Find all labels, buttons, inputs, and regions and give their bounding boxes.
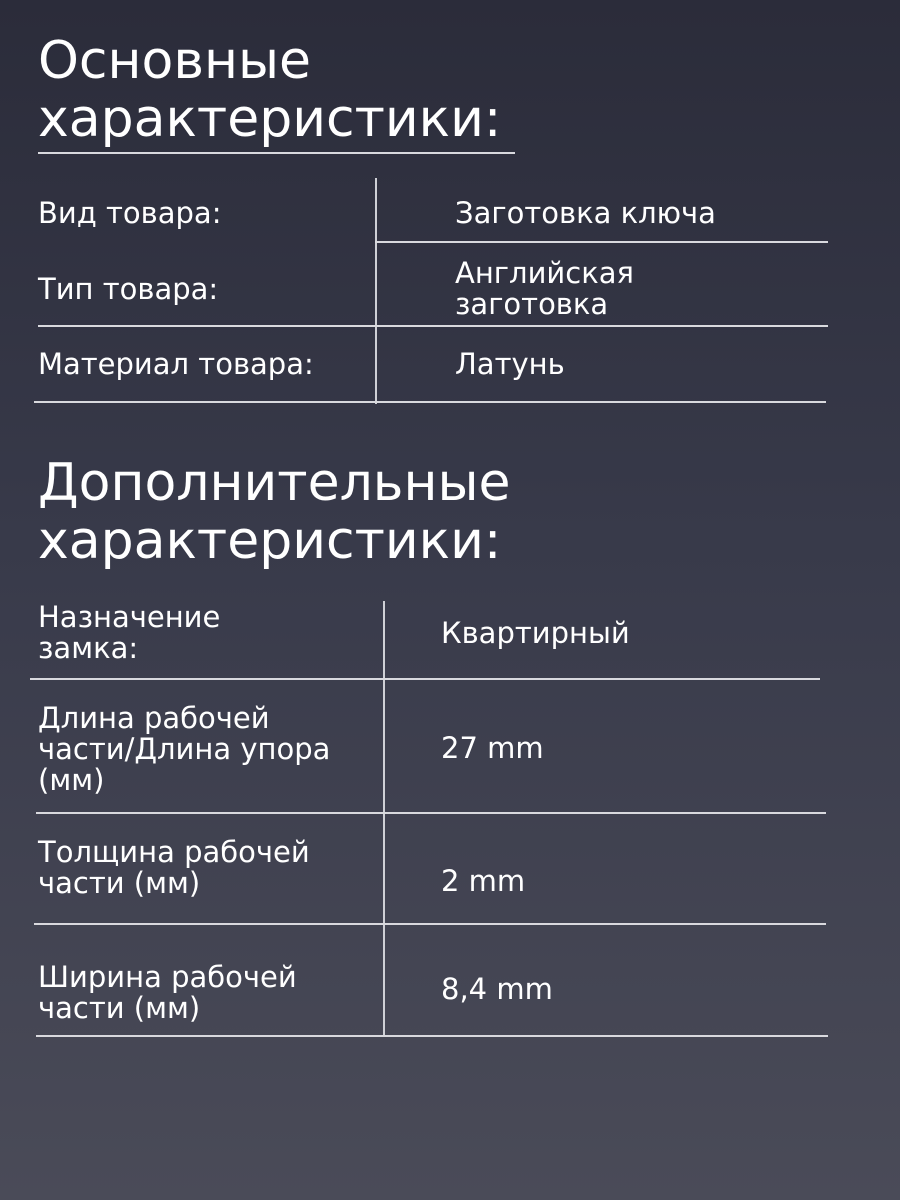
row-value-working-thickness: 2 mm (441, 864, 526, 898)
row-value-working-length: 27 mm (441, 731, 544, 765)
row-separator (30, 678, 820, 680)
row-label-product-type: Тип товара: (38, 272, 219, 306)
row-separator (34, 923, 826, 925)
row-separator (38, 325, 828, 327)
row-separator (34, 401, 826, 403)
row-label-working-width: Ширина рабочей части (мм) (38, 960, 297, 1025)
title-underline (38, 152, 515, 154)
row-value-working-width: 8,4 mm (441, 972, 553, 1006)
row-separator (36, 812, 826, 814)
row-label-working-length: Длина рабочей части/Длина упора (мм) (38, 701, 331, 797)
row-label-product-kind: Вид товара: (38, 196, 222, 230)
table-divider (383, 601, 385, 1037)
table-divider (375, 178, 377, 404)
row-label-working-thickness: Толщина рабочей части (мм) (38, 835, 310, 900)
row-label-lock-purpose: Назначение замка: (38, 600, 221, 665)
row-separator (36, 1035, 828, 1037)
additional-characteristics-title: Дополнительные характеристики: (38, 453, 511, 571)
row-value-material: Латунь (455, 347, 565, 381)
row-separator (375, 241, 828, 243)
row-value-lock-purpose: Квартирный (441, 616, 630, 650)
row-label-material: Материал товара: (38, 347, 314, 381)
row-value-product-kind: Заготовка ключа (455, 196, 716, 230)
row-value-product-type: Английская заготовка (455, 256, 634, 321)
main-characteristics-title: Основные характеристики: (38, 31, 502, 149)
